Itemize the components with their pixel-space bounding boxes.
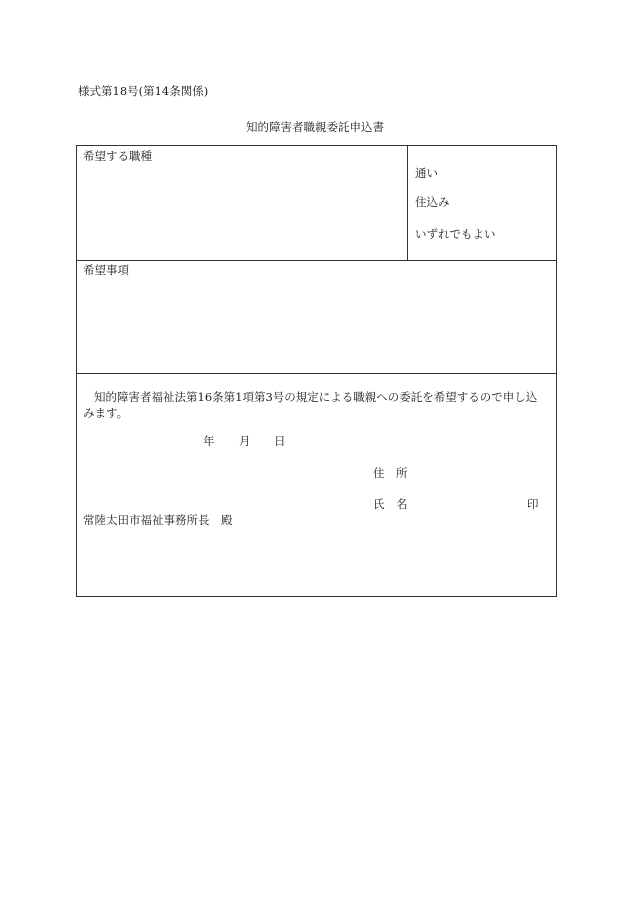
seal-mark: 印	[527, 497, 539, 511]
address-label: 住 所	[373, 466, 408, 480]
document-title: 知的障害者職親委託申込書	[246, 120, 384, 134]
addressee: 常陸太田市福祉事務所長 殿	[83, 513, 233, 527]
name-label: 氏 名	[373, 497, 408, 511]
job-type-option-live-in[interactable]: 住込み	[415, 195, 450, 209]
date-year-label: 年	[203, 434, 215, 448]
declaration-line-1: 知的障害者福祉法第16条第1項第3号の規定による職親への委託を希望するので申し込	[94, 390, 538, 404]
row2-bottom-line	[77, 373, 556, 374]
form-number: 様式第18号(第14条関係)	[78, 84, 209, 98]
declaration-line-2: みます。	[83, 406, 129, 420]
date-day-label: 日	[274, 434, 286, 448]
application-form-table	[76, 145, 557, 597]
job-type-option-either[interactable]: いずれでもよい	[415, 227, 496, 241]
row1-bottom-line	[77, 260, 556, 261]
job-type-option-commute[interactable]: 通い	[415, 166, 438, 180]
date-month-label: 月	[239, 434, 251, 448]
wishes-label: 希望事項	[83, 263, 129, 277]
row1-divider	[407, 146, 408, 260]
job-type-label: 希望する職種	[83, 149, 152, 163]
